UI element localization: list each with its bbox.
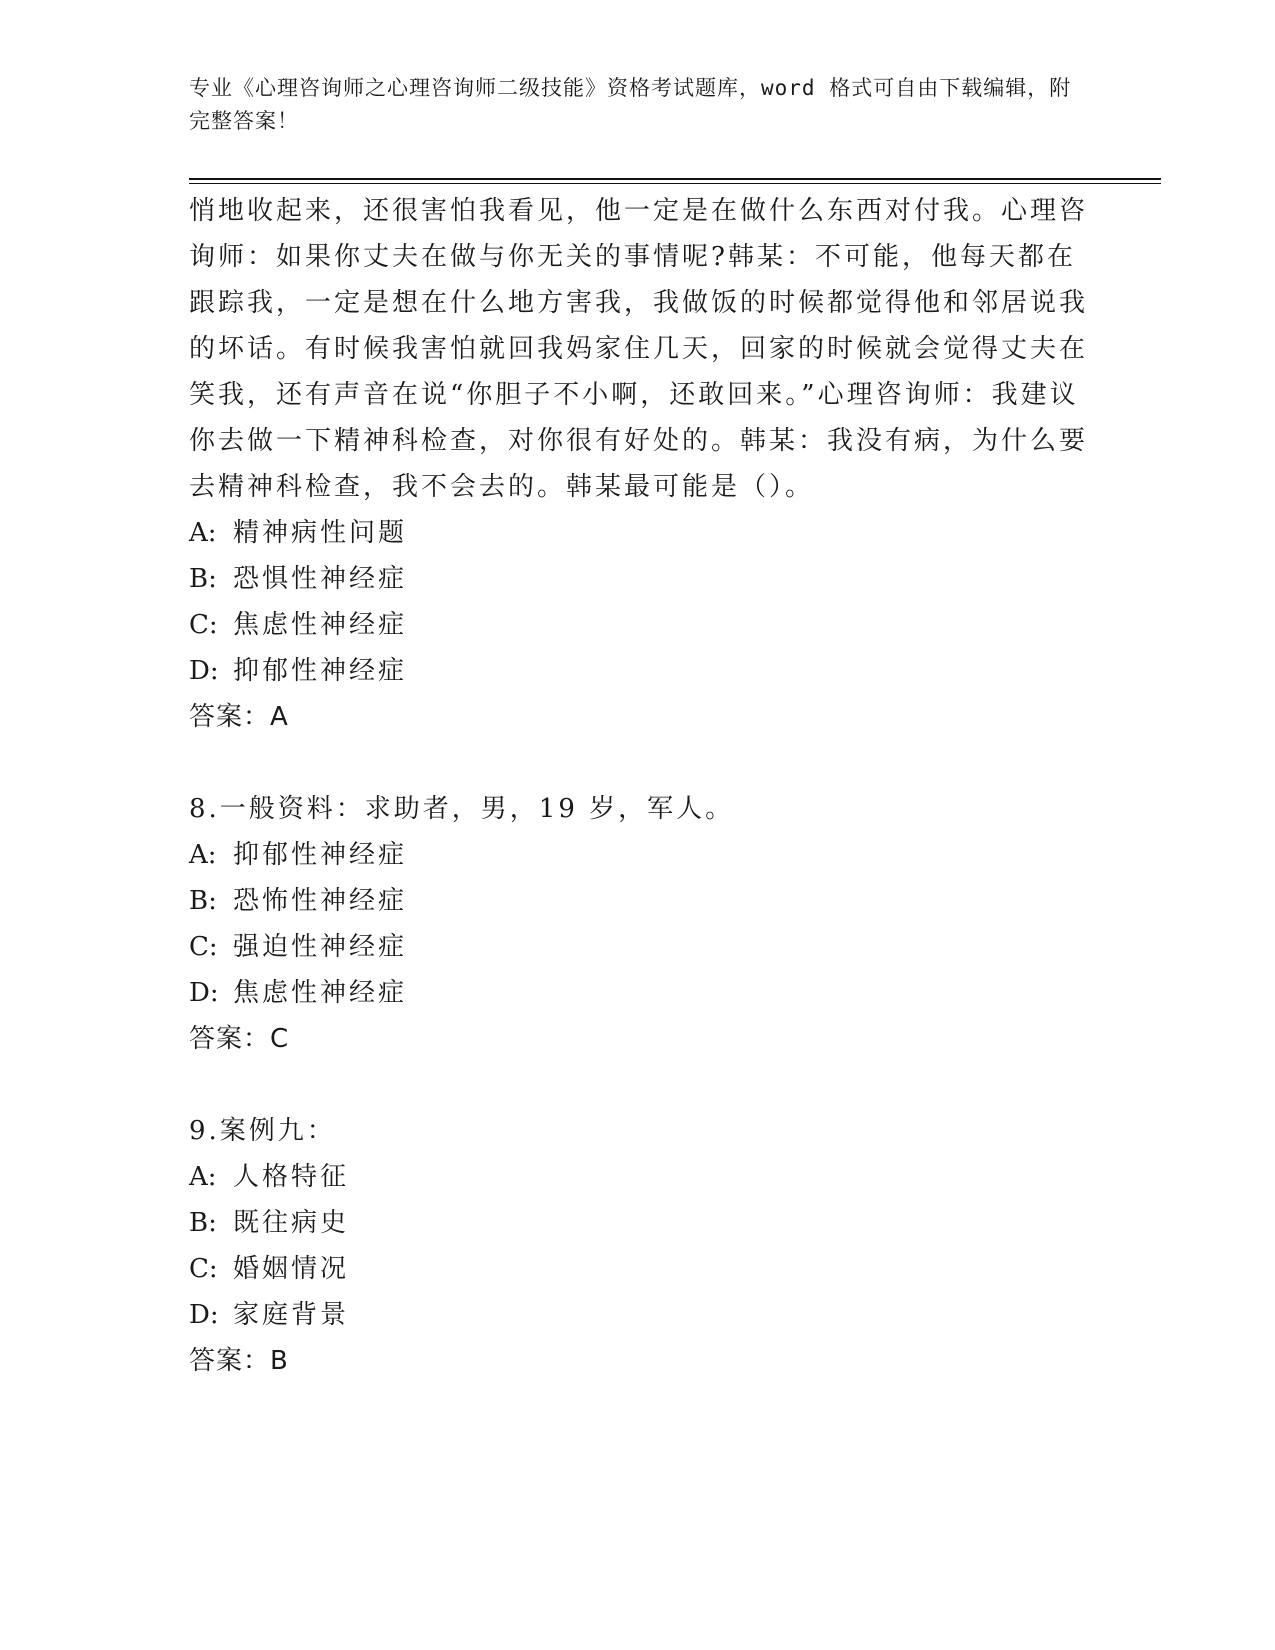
option-text: 焦虑性神经症 [233, 610, 408, 640]
answer-line: 答案：B [189, 1346, 289, 1376]
header-rule-thin [189, 183, 1161, 184]
option-letter: D: [189, 978, 219, 1008]
option-b [189, 556, 1089, 602]
answer-line: 答案：C [189, 1024, 290, 1054]
continuation-options [189, 510, 1089, 694]
question-stem: 8.一般资料：求助者，男，19 岁，军人。 [189, 794, 735, 824]
option-text: 人格特征 [233, 1162, 350, 1192]
option-letter: A: [189, 840, 217, 870]
option-letter: D: [189, 656, 219, 686]
option-text: 既往病史 [233, 1208, 350, 1238]
option-letter: B: [189, 886, 217, 916]
option-letter: B: [189, 1208, 217, 1238]
option-letter: D: [189, 1300, 219, 1330]
question-8 [189, 786, 1089, 1062]
option-d [189, 970, 1089, 1016]
option-text: 恐惧性神经症 [233, 564, 408, 594]
option-letter: B: [189, 564, 217, 594]
option-c [189, 602, 1089, 648]
spacer [189, 1062, 1089, 1108]
option-text: 恐怖性神经症 [233, 886, 408, 916]
document-body [189, 188, 1089, 1384]
option-b [189, 1200, 1089, 1246]
question-9 [189, 1108, 1089, 1384]
option-a [189, 510, 1089, 556]
option-text: 婚姻情况 [233, 1254, 350, 1284]
spacer [189, 740, 1089, 786]
answer-line: 答案：A [189, 702, 289, 732]
question-stem: 9.案例九： [189, 1116, 336, 1146]
option-d [189, 1292, 1089, 1338]
option-letter: C: [189, 610, 218, 640]
option-a [189, 1154, 1089, 1200]
page-header: 专业《心理咨询师之心理咨询师二级技能》资格考试题库，word 格式可自由下载编辑，附完整答案！ [189, 76, 1072, 133]
option-letter: A: [189, 518, 217, 548]
option-c [189, 1246, 1089, 1292]
option-a [189, 832, 1089, 878]
question-continuation-text: 悄地收起来，还很害怕我看见，他一定是在做什么东西对付我。心理咨询师：如果你丈夫在做与你无关的事情呢?韩某：不可能，他每天都在跟踪我，一定是想在什么地方害我，我做饭的时候都觉得他和邻居说我的坏话。有时候我害怕就回我妈家住几天，回家的时候就会觉得丈夫在笑我，还有声音在说“你胆子不小啊，还敢回来。”心理咨询师：我建议你去做一下精神科检查，对你很有好处的。韩某：我没有病，为什么要去精神科检查，我不会去的。韩某最可能是（）。 [189, 196, 1089, 502]
option-d [189, 648, 1089, 694]
option-c [189, 924, 1089, 970]
option-letter: C: [189, 932, 218, 962]
option-b [189, 878, 1089, 924]
option-text: 抑郁性神经症 [233, 840, 408, 870]
option-letter: C: [189, 1254, 218, 1284]
option-text: 精神病性问题 [233, 518, 408, 548]
option-text: 焦虑性神经症 [233, 978, 408, 1008]
header-rule-thick [189, 178, 1161, 180]
option-text: 抑郁性神经症 [233, 656, 408, 686]
option-text: 家庭背景 [233, 1300, 350, 1330]
option-text: 强迫性神经症 [233, 932, 408, 962]
option-letter: A: [189, 1162, 217, 1192]
